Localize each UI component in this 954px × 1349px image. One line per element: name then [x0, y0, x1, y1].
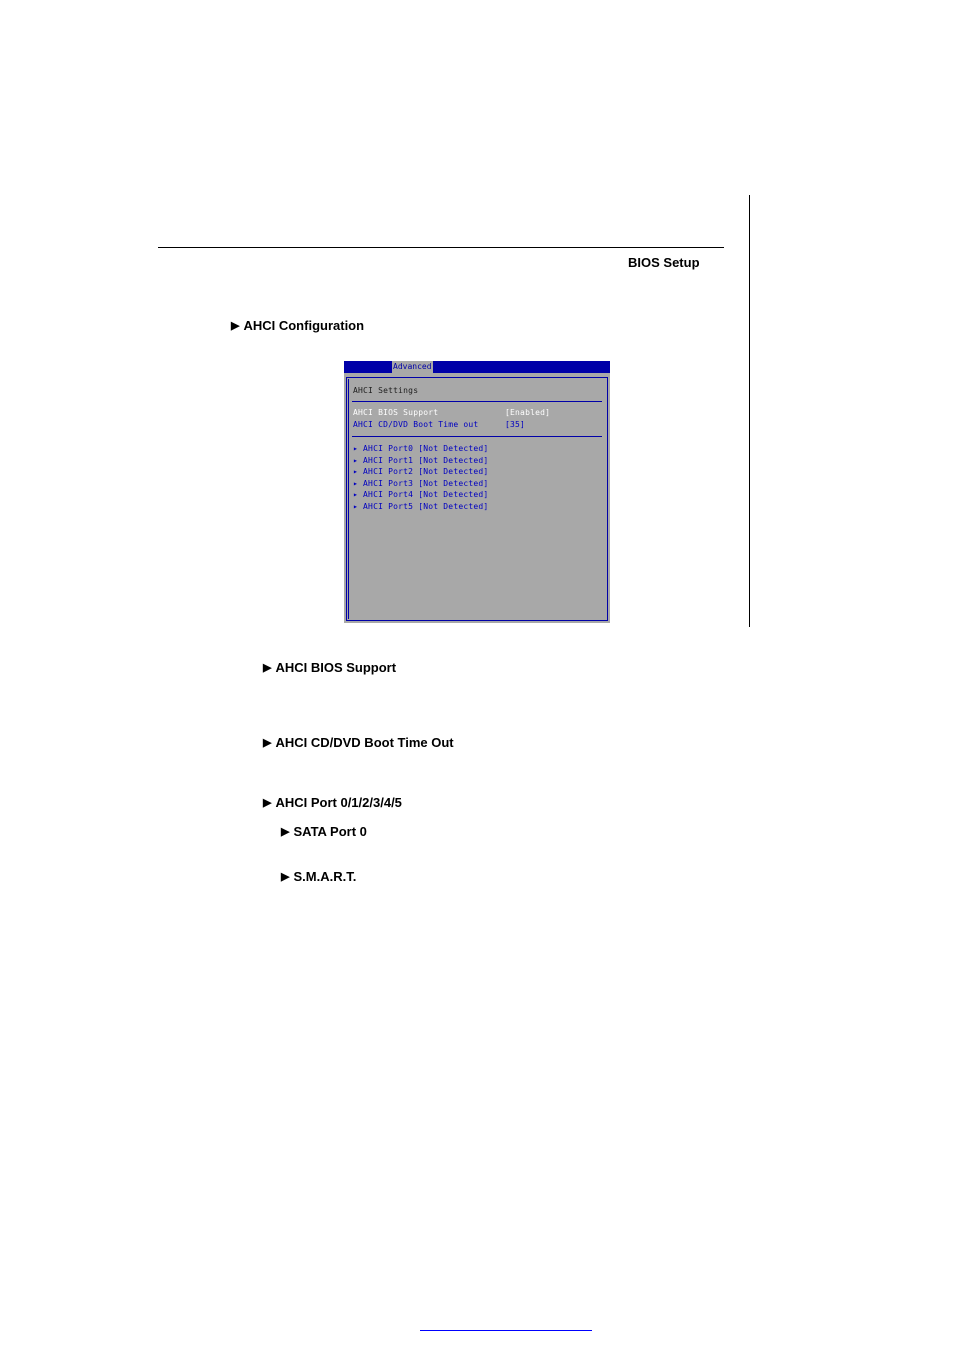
- bios-separator: [352, 401, 602, 402]
- heading-ahci-port: [263, 795, 402, 810]
- heading-ahci-bios-support: [263, 660, 396, 675]
- heading-sata-port-0: [281, 824, 367, 839]
- heading-text: AHCI Port 0/1/2/3/4/5: [275, 795, 402, 810]
- triangle-bullet-icon: ▶: [263, 662, 272, 674]
- bios-separator: [352, 436, 602, 437]
- bios-port-item[interactable]: ▸ AHCI Port2 [Not Detected]: [353, 467, 489, 477]
- bios-frame-inner-line: [348, 379, 349, 619]
- bios-tab-advanced[interactable]: Advanced: [393, 362, 432, 371]
- bios-port-item[interactable]: ▸ AHCI Port0 [Not Detected]: [353, 444, 489, 453]
- triangle-bullet-icon: ▶: [281, 871, 290, 883]
- triangle-bullet-icon: ▶: [281, 826, 290, 838]
- heading-text: AHCI BIOS Support: [275, 660, 397, 675]
- heading-smart: [281, 869, 356, 884]
- heading-text: S.M.A.R.T.: [293, 869, 357, 884]
- heading-ahci-configuration: [231, 318, 364, 333]
- bios-screenshot: [344, 361, 610, 623]
- bios-port-item[interactable]: ▸ AHCI Port4 [Not Detected]: [353, 490, 489, 500]
- triangle-bullet-icon: ▶: [263, 737, 272, 749]
- triangle-bullet-icon: ▶: [263, 797, 272, 809]
- page-header-label: BIOS Setup: [628, 255, 700, 270]
- bios-menu-bar: [344, 361, 610, 373]
- bios-setting-label[interactable]: AHCI BIOS Support: [353, 408, 439, 417]
- bios-setting-value[interactable]: [Enabled]: [505, 408, 551, 417]
- side-rule: [749, 195, 750, 627]
- heading-text: AHCI CD/DVD Boot Time Out: [275, 735, 454, 750]
- bios-setting-value[interactable]: [35]: [505, 420, 526, 429]
- heading-ahci-cddvd-boot-time-out: [263, 735, 454, 750]
- triangle-bullet-icon: ▶: [231, 320, 240, 332]
- bios-port-item[interactable]: ▸ AHCI Port5 [Not Detected]: [353, 502, 489, 511]
- bios-port-item[interactable]: ▸ AHCI Port3 [Not Detected]: [353, 478, 489, 488]
- header-rule: [158, 247, 724, 248]
- heading-text: SATA Port 0: [293, 824, 367, 839]
- bios-section-title: AHCI Settings: [353, 386, 419, 395]
- footer-link-underline[interactable]: [420, 1330, 592, 1331]
- heading-text: AHCI Configuration: [243, 318, 365, 333]
- bios-port-item[interactable]: ▸ AHCI Port1 [Not Detected]: [353, 455, 489, 465]
- bios-setting-label[interactable]: AHCI CD/DVD Boot Time out: [353, 420, 479, 429]
